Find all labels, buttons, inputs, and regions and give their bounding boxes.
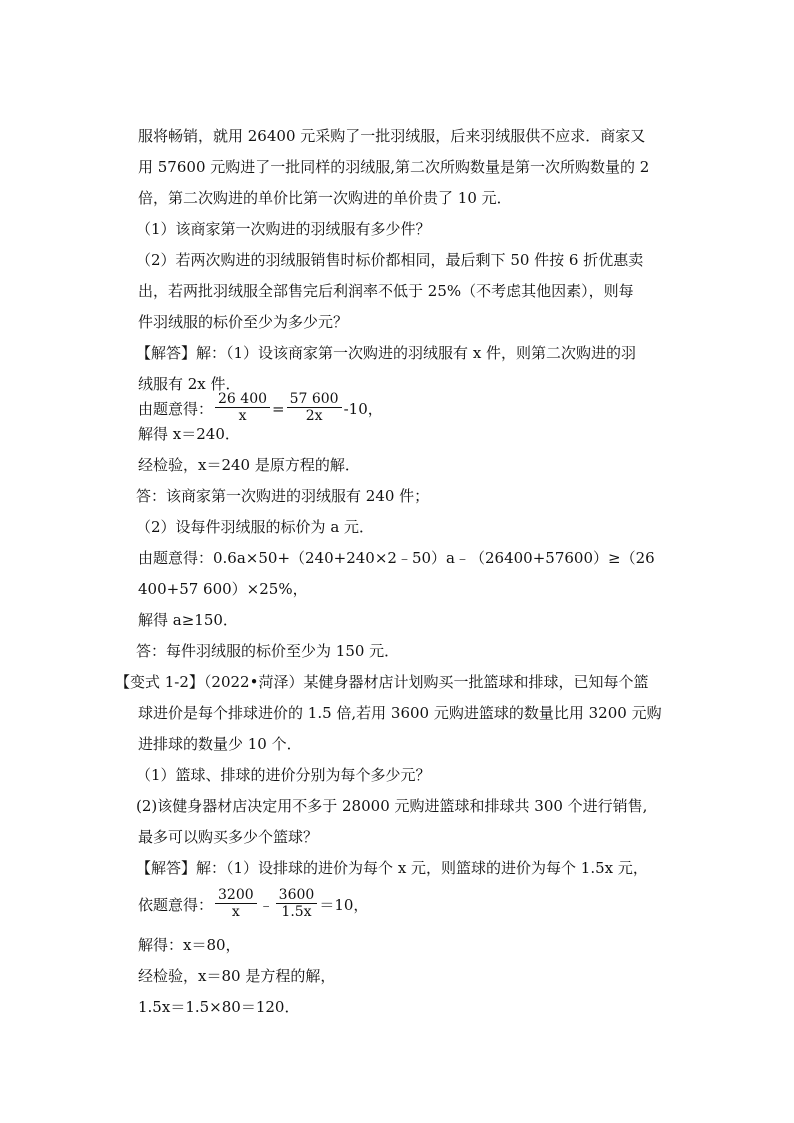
- solution-line: 经检验，x＝80 是方程的解，: [138, 967, 336, 985]
- fraction-2: [276, 887, 318, 920]
- equation-suffix: ＝10，: [319, 896, 369, 914]
- solution-line: 绒服有 2x 件．: [138, 375, 241, 393]
- equation-prefix: 依题意得：: [138, 896, 214, 914]
- variant-text-line: 球进价是每个排球进价的 1.5 倍,若用 3600 元购进篮球的数量比用 3200 元购: [138, 704, 662, 722]
- fraction-numerator: 3200: [215, 887, 257, 904]
- variant-text-line: 进排球的数量少 10 个．: [138, 735, 302, 753]
- solution-line: 答：该商家第一次购进的羽绒服有 240 件；: [136, 487, 430, 505]
- problem-text-line: 倍，第二次购进的单价比第一次购进的单价贵了 10 元．: [138, 189, 512, 207]
- solution-line: 【解答】解：（1）设排球的进价为每个 x 元，则篮球的进价为每个 1.5x 元，: [136, 859, 648, 877]
- equation-operator: =: [272, 400, 285, 418]
- solution-line: 解得 a≥150．: [138, 611, 238, 629]
- solution-line: （2）设每件羽绒服的标价为 a 元．: [136, 518, 375, 536]
- problem-text-line: 服将畅销，就用 26400 元采购了一批羽绒服，后来羽绒服供不应求．商家又: [138, 127, 646, 145]
- fraction-denominator: 1.5x: [281, 903, 312, 920]
- equation-operator: ﹣: [258, 896, 274, 914]
- solution-line: 解得：x＝80，: [138, 936, 241, 954]
- fraction-numerator: 3600: [276, 887, 318, 904]
- question-2-line: (2)该健身器材店决定用不多于 28000 元购进篮球和排球共 300 个进行销售,: [136, 797, 648, 815]
- question-1: （1）该商家第一次购进的羽绒服有多少件？: [136, 220, 431, 238]
- fraction-denominator: x: [238, 407, 247, 424]
- variant-heading-line: 【变式 1-2】（2022•菏泽）某健身器材店计划购买一批篮球和排球，已知每个篮: [115, 673, 649, 691]
- question-2-line: （2）若两次购进的羽绒服销售时标价都相同，最后剩下 50 件按 6 折优惠卖: [136, 251, 644, 269]
- solution-line: 400+57 600）×25%，: [138, 580, 308, 598]
- fraction-denominator: x: [231, 903, 240, 920]
- solution-line: 【解答】解：（1）设该商家第一次购进的羽绒服有 x 件，则第二次购进的羽: [136, 344, 637, 362]
- fraction-1: [215, 887, 257, 920]
- solution-line: 1.5x＝1.5×80＝120．: [138, 998, 300, 1016]
- equation-prefix: 由题意得：: [138, 400, 214, 418]
- solution-line: 解得 x＝240．: [138, 425, 240, 443]
- solution-line: 答：每件羽绒服的标价至少为 150 元．: [136, 642, 400, 660]
- fraction-2: [287, 391, 342, 424]
- solution-line: 经检验，x＝240 是原方程的解．: [138, 456, 360, 474]
- equation-suffix: -10，: [343, 400, 383, 418]
- question-2-line: 最多可以购买多少个篮球？: [138, 828, 319, 846]
- question-2-line: 件羽绒服的标价至少为多少元？: [138, 313, 349, 331]
- question-1: （1）篮球、排球的进价分别为每个多少元？: [136, 766, 431, 784]
- fraction-numerator: 26 400: [215, 391, 270, 408]
- solution-line: 由题意得：0.6a×50+（240+240×2﹣50）a﹣（26400+57600）≥（26: [138, 549, 655, 567]
- equation-2: [138, 880, 368, 930]
- fraction-1: [215, 391, 270, 424]
- problem-text-line: 用 57600 元购进了一批同样的羽绒服,第二次所购数量是第一次所购数量的 2: [138, 158, 650, 176]
- fraction-numerator: 57 600: [287, 391, 342, 408]
- fraction-denominator: 2x: [305, 407, 323, 424]
- question-2-line: 出，若两批羽绒服全部售完后利润率不低于 25%（不考虑其他因素），则每: [138, 282, 634, 300]
